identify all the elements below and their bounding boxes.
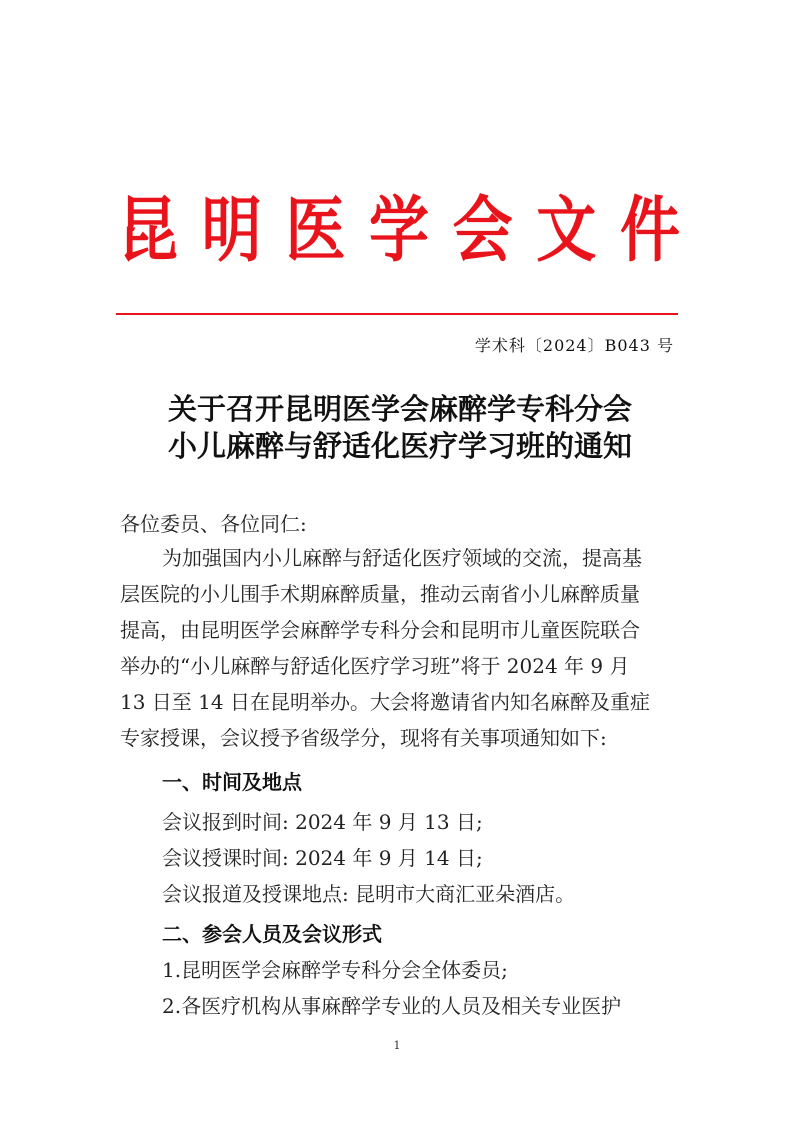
masthead-char: 会 <box>452 189 513 273</box>
list-item: 会议报道及授课地点: 昆明市大商汇亚朵酒店。 <box>162 882 576 906</box>
section-heading-time-location: 一、时间及地点 <box>162 770 302 794</box>
list-item: 2.各医疗机构从事麻醉学专业的人员及相关专业医护 <box>162 994 622 1018</box>
intro-line: 举办的“小儿麻醉与舒适化医疗学习班”将于 2024 年 9 月 <box>120 654 630 678</box>
intro-line: 13 日至 14 日在昆明举办。大会将邀请省内知名麻醉及重症 <box>120 690 650 714</box>
notice-title-line-2: 小儿麻醉与舒适化医疗学习班的通知 <box>167 429 632 463</box>
list-item: 1.昆明医学会麻醉学专科分会全体委员; <box>162 958 508 982</box>
red-divider <box>116 313 678 315</box>
section-heading-participants: 二、参会人员及会议形式 <box>162 922 382 946</box>
document-number: 学术科〔2024〕B043 号 <box>474 336 674 355</box>
intro-line: 提高，由昆明医学会麻醉学专科分会和昆明市儿童医院联合 <box>120 618 640 642</box>
masthead-char: 昆 <box>118 189 178 273</box>
masthead-char: 学 <box>368 189 429 273</box>
masthead-char: 明 <box>201 189 262 273</box>
page-number: 1 <box>393 1039 401 1052</box>
list-item: 会议授课时间: 2024 年 9 月 14 日; <box>162 846 483 870</box>
intro-line: 层医院的小儿围手术期麻醉质量，推动云南省小儿麻醉质量 <box>120 582 640 606</box>
intro-line: 为加强国内小儿麻醉与舒适化医疗领域的交流，提高基 <box>162 546 642 570</box>
masthead-title <box>118 186 678 276</box>
salutation: 各位委员、各位同仁: <box>120 512 307 536</box>
list-item: 会议报到时间: 2024 年 9 月 13 日; <box>162 810 483 834</box>
masthead-char: 件 <box>619 189 680 273</box>
masthead-char: 文 <box>536 189 597 273</box>
notice-title-line-1: 关于召开昆明医学会麻醉学专科分会 <box>167 392 632 426</box>
intro-line: 专家授课，会议授予省级学分，现将有关事项通知如下: <box>120 726 607 750</box>
masthead-char: 医 <box>285 189 346 273</box>
